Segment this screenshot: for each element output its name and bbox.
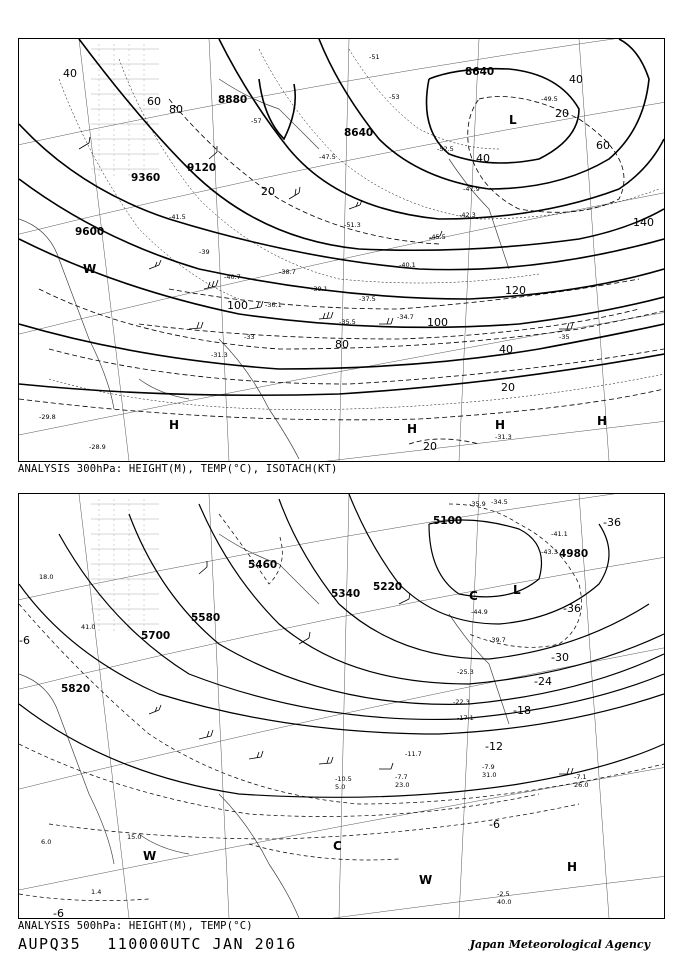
isotherm-label: -43.3: [541, 548, 558, 556]
height-label: 8640: [465, 66, 495, 78]
dewpoint-label: 41.0: [81, 623, 96, 631]
height-label: 5460: [248, 559, 278, 571]
dewpoint-label: 40.0: [497, 898, 512, 906]
height-label: 9360: [131, 172, 161, 184]
temp-label: -52.5: [437, 145, 454, 153]
height-label: 5700: [141, 630, 171, 642]
height-label: 5100: [433, 515, 463, 527]
dewpoint-label: 26.0: [574, 781, 589, 789]
isotherm-label: -7.9: [482, 763, 495, 771]
temp-label: -51.3: [344, 221, 361, 229]
isotherm-label: -22.3: [453, 698, 470, 706]
isotach-label: 100: [427, 316, 448, 329]
isotach-label: 80: [169, 103, 183, 116]
high-center: H: [495, 418, 506, 432]
high-center: H: [567, 860, 578, 874]
temp-label: -33: [244, 333, 255, 341]
temp-label: -40.1: [399, 261, 416, 269]
isotherm-label: -6: [489, 818, 500, 831]
isotherm-label: -36: [603, 516, 621, 529]
warm-center: W: [419, 873, 433, 887]
isotherm-label: -41.1: [551, 530, 568, 538]
product-code: AUPQ35: [18, 935, 82, 953]
isotherm-label: -6: [19, 634, 30, 647]
temp-label: -53: [389, 93, 400, 101]
height-label: 4980: [559, 548, 589, 560]
isotach-label: 20: [261, 185, 275, 198]
isotach-label: 20: [555, 107, 569, 120]
pressure-centers: [143, 583, 577, 887]
agency-credit: Japan Meteorological Agency: [469, 938, 650, 951]
height-label: 8640: [344, 127, 374, 139]
isotherm-label: -7.1: [574, 773, 587, 781]
temp-label: -57: [251, 117, 262, 125]
chart-300hpa: [18, 38, 665, 462]
temp-label: -41.5: [169, 213, 186, 221]
wind-barbs: [79, 137, 573, 329]
cold-center: C: [333, 839, 342, 853]
isotherm-labels: [19, 498, 621, 918]
isotherms: [49, 49, 664, 410]
isotherm-label: -18: [513, 704, 531, 717]
temp-label: -35: [559, 333, 570, 341]
product-header: [18, 935, 323, 953]
temp-label: -28.9: [89, 443, 106, 451]
isotach-label: 40: [499, 343, 513, 356]
dewpoint-label: 31.0: [482, 771, 497, 779]
isotherm-label: -44.9: [471, 608, 488, 616]
graticule: [19, 39, 664, 461]
isotherm-label: -36: [563, 602, 581, 615]
high-center: H: [169, 418, 180, 432]
isotherm-label: -35.9: [469, 500, 486, 508]
isotach-label: 80: [335, 338, 349, 351]
isotach-label: 120: [505, 284, 526, 297]
isotherm-label: -30: [551, 651, 569, 664]
isotherm-label: -7.7: [395, 773, 408, 781]
temp-label: -29.8: [39, 413, 56, 421]
temp-label: -49.5: [541, 95, 558, 103]
dewpoint-label: 23.0: [395, 781, 410, 789]
isotach-label: 40: [476, 152, 490, 165]
temp-label: -51: [369, 53, 380, 61]
chart-500hpa: [18, 493, 665, 919]
temp-label: -47.5: [319, 153, 336, 161]
temp-label: -37.5: [359, 295, 376, 303]
dewpoint-label: 5.0: [335, 783, 346, 791]
isotach-label: 40: [569, 73, 583, 86]
isotach-label: 20: [423, 440, 437, 453]
height-label: 5820: [61, 683, 91, 695]
high-center: H: [407, 422, 418, 436]
height-label: 5220: [373, 581, 403, 593]
temp-label: -40.7: [224, 273, 241, 281]
temp-label: -39: [199, 248, 210, 256]
map-300hpa: [19, 39, 664, 461]
temp-label: -39.1: [311, 285, 328, 293]
low-center: L: [513, 583, 521, 597]
isotach-label: 40: [63, 67, 77, 80]
height-label: 9120: [187, 162, 217, 174]
isotherm-label: -10.5: [335, 775, 352, 783]
valid-time: 110000UTC JAN 2016: [107, 935, 297, 953]
dewpoint-label: -2.5: [497, 890, 510, 898]
height-labels: [75, 66, 494, 238]
dewpoint-label: 6.0: [41, 838, 52, 846]
caption-300hpa: ANALYSIS 300hPa: HEIGHT(M), TEMP(°C), ISOTACH(KT): [18, 463, 338, 475]
hatched-area: [91, 44, 159, 179]
isotach-label: 60: [147, 95, 161, 108]
dewpoint-label: 18.0: [39, 573, 54, 581]
isotherm-label: -12: [485, 740, 503, 753]
warm-center: W: [83, 262, 97, 276]
isotherm-label: -11.7: [405, 750, 422, 758]
temp-label: -38.7: [279, 268, 296, 276]
temp-label: -34.7: [397, 313, 414, 321]
caption-500hpa: ANALYSIS 500hPa: HEIGHT(M), TEMP(°C): [18, 920, 253, 932]
isotherm-label: -34.5: [491, 498, 508, 506]
temp-label: -31.3: [495, 433, 512, 441]
temp-label: -35.5: [339, 318, 356, 326]
isotherm-label: -24: [534, 675, 552, 688]
temp-label: -31.3: [211, 351, 228, 359]
wind-barbs: [149, 561, 573, 774]
warm-center: W: [143, 849, 157, 863]
cold-center: C: [469, 589, 478, 603]
isotherm-label: -17.1: [457, 714, 474, 722]
temp-label: -36.1: [265, 301, 282, 309]
dewpoint-label: 15.0: [127, 833, 142, 841]
isotach-label: 60: [596, 139, 610, 152]
height-labels: [61, 515, 588, 695]
height-label: 5340: [331, 588, 361, 600]
isotherm-label: -39.7: [489, 636, 506, 644]
isotach-label: 140: [633, 216, 654, 229]
isotach-label: 100: [227, 299, 248, 312]
height-label: 5580: [191, 612, 221, 624]
isotherm-label: -6: [53, 907, 64, 918]
temp-label: -42.3: [459, 211, 476, 219]
height-contours: [19, 494, 664, 797]
hatched-area: [91, 499, 159, 634]
height-label: 9600: [75, 226, 105, 238]
isotach-label: 20: [501, 381, 515, 394]
map-500hpa: [19, 494, 664, 918]
low-center: L: [509, 113, 517, 127]
temp-label: -47.9: [463, 185, 480, 193]
dewpoint-label: 1.4: [91, 888, 102, 896]
isotherm-label: -25.3: [457, 668, 474, 676]
temp-label: -45.5: [429, 233, 446, 241]
high-center: H: [597, 414, 608, 428]
coastline: [19, 534, 512, 918]
height-label: 8880: [218, 94, 248, 106]
